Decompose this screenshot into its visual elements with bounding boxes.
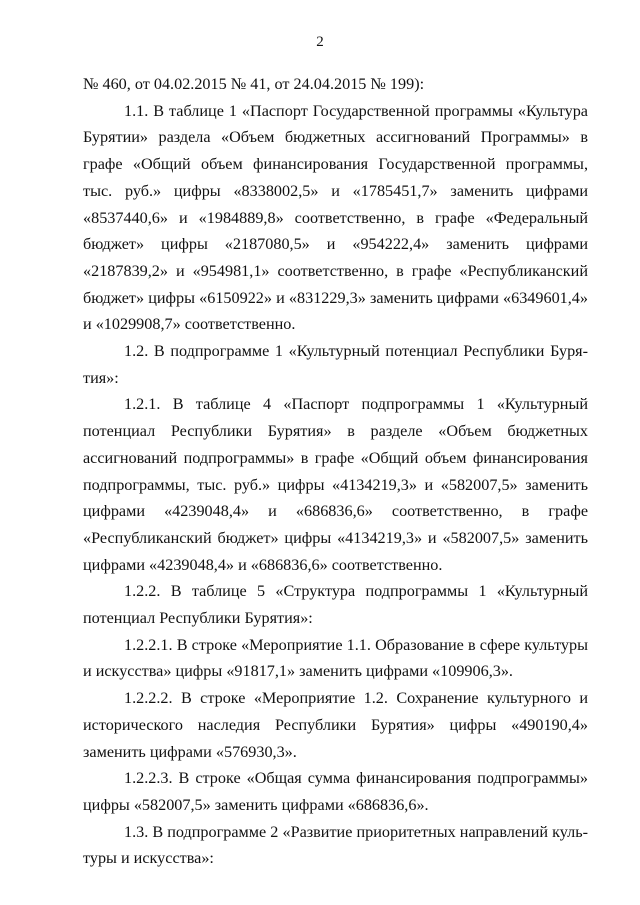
document-body bbox=[83, 71, 588, 872]
page-number: 2 bbox=[316, 34, 324, 50]
paragraph-continuation: № 460, от 04.02.2015 № 41, от 24.04.2015 № 199): bbox=[83, 75, 425, 93]
paragraph-1-2-1: 1.2.1. В таблице 4 «Паспорт подпрограммы 1 «Культурный потенциал Республики Бурятия» в разделе «Объем бюджетных ассигнований подпрограммы» в графе «Общий объем финансирования подпрограммы, тыс. руб.» цифры «4134219,3» и «582007,5» заменить цифрами «4239048,4» и «686836,6» соответственно, в графе «Республиканский бюджет» цифры «4134219,3» и «582007,5» заменить цифрами «4239048,4» и «686836,6» соответственно. bbox=[83, 395, 588, 574]
paragraph-1-2-2-2: 1.2.2.2. В строке «Мероприятие 1.2. Сохранение культурного и исторического наследия Республики Бурятия» цифры «490190,4» заменить цифрами «576930,3». bbox=[83, 689, 588, 761]
paragraph-1-2-2: 1.2.2. В таблице 5 «Структура подпрограммы 1 «Культурный потенциал Республики Бурятия»: bbox=[83, 582, 588, 628]
paragraph-1-2: 1.2. В подпрограмме 1 «Культурный потенциал Республики Бурятия»: bbox=[83, 342, 588, 387]
paragraph-1-2-2-3: 1.2.2.3. В строке «Общая сумма финансирования подпрограммы» цифры «582007,5» заменить цифрами «686836,6». bbox=[83, 769, 588, 814]
paragraph-1-2-2-1: 1.2.2.1. В строке «Мероприятие 1.1. Образование в сфере культуры и искусства» цифры «91817,1» заменить цифрами «109906,3». bbox=[83, 635, 588, 681]
paragraph-1-3: 1.3. В подпрограмме 2 «Развитие приоритетных направлений культуры и искусства»: bbox=[83, 822, 588, 868]
paragraph-1-1: 1.1. В таблице 1 «Паспорт Государственной программы «Культура Бурятии» раздела «Объем бюджетных ассигнований Программы» в графе «Общий объем финансирования Государственной программы, тыс. руб.» цифры «8338002,5» и «1785451,7» заменить цифрами «8537440,6» и «1984889,8» соответственно, в графе «Федеральный бюджет» цифры «2187080,5» и «954222,4» заменить цифрами «2187839,2» и «954981,1» соответственно, в графе «Республиканский бюджет» цифры «6150922» и «831229,3» заменить цифрами «6349601,4» и «1029908,7» соответственно. bbox=[83, 101, 588, 334]
